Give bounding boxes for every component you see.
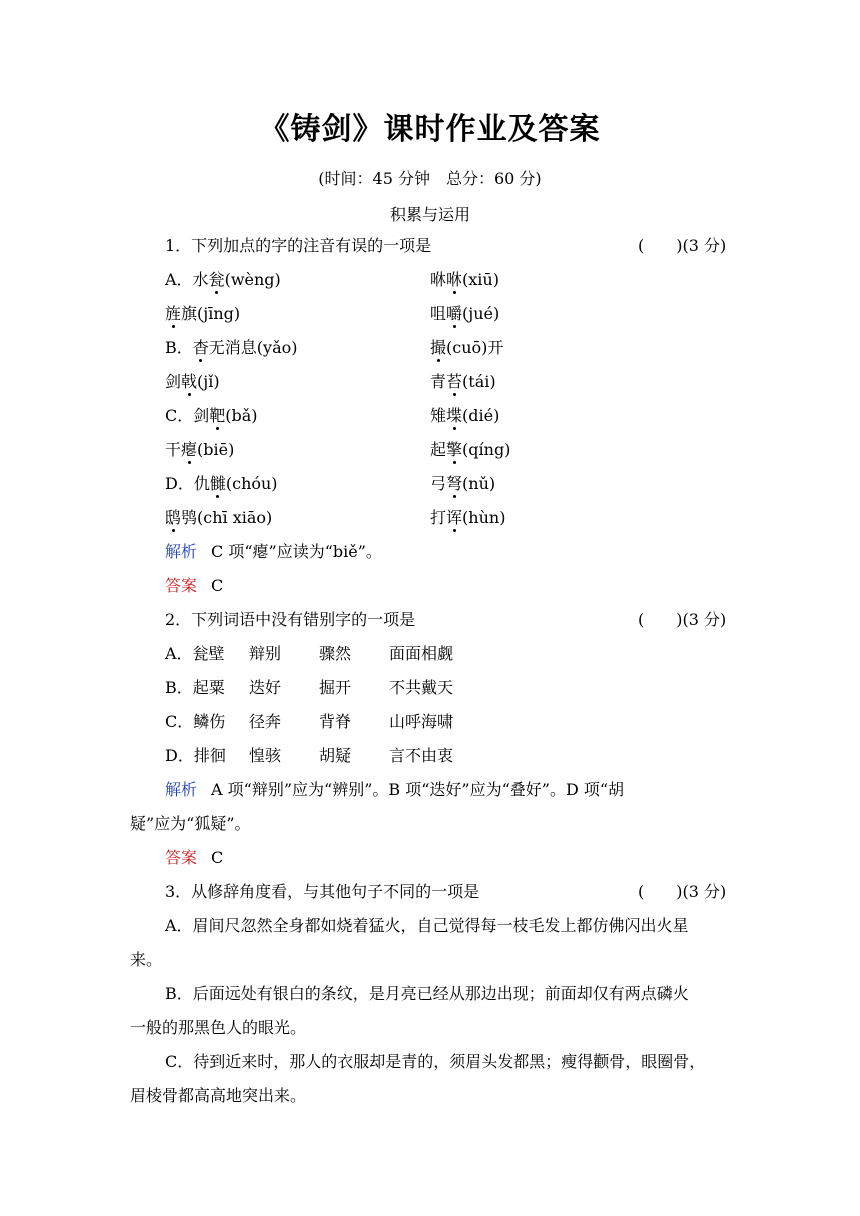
q1-option-d3: 鸱鸮(chī xiāo): [165, 508, 273, 527]
page-title: 《铸剑》课时作业及答案: [259, 112, 601, 147]
q1-score: ( )(3 分): [638, 236, 727, 255]
q1-option-c1: C．剑靶(bǎ): [165, 406, 258, 425]
q1-option-b4: 青苔(tái): [430, 372, 496, 391]
q2-explanation: 解析 A 项“辩别”应为“辨别”。B 项“迭好”应为“叠好”。D 项“胡: [165, 780, 625, 799]
q1-option-a1: A．水瓮(wèng): [165, 270, 281, 289]
q1-stem: 1．下列加点的字的注音有误的一项是: [165, 236, 432, 255]
q1-option-d1: D．仇雠(chóu): [165, 474, 278, 493]
q2-stem: 2．下列词语中没有错别字的一项是: [165, 610, 416, 629]
q2-option-b: B．起粟 迭好 掘开 不共戴天: [165, 678, 454, 697]
explanation-label: 解析: [165, 780, 198, 799]
q2-explanation-cont: 疑”应为“狐疑”。: [130, 814, 251, 833]
exam-info: (时间：45 分钟 总分：60 分): [318, 169, 542, 188]
q2-option-a: A．瓮壁 辩别 骤然 面面相觑: [165, 644, 454, 663]
q3-option-b-line2: 一般的那黑色人的眼光。: [130, 1018, 307, 1037]
q1-option-c4: 起擎(qíng): [430, 440, 511, 459]
q1-option-c2: 雉堞(dié): [430, 406, 500, 425]
q3-option-c-line1: C．待到近来时，那人的衣服却是青的，须眉头发都黑；瘦得颧骨，眼圈骨，: [165, 1052, 706, 1071]
q1-option-a4: 咀嚼(jué): [430, 304, 500, 323]
answer-label: 答案: [165, 848, 198, 867]
q3-stem: 3．从修辞角度看，与其他句子不同的一项是: [165, 882, 480, 901]
q3-option-b-line1: B．后面远处有银白的条纹，是月亮已经从那边出现；前面却仅有两点磷火: [165, 984, 689, 1003]
q2-option-d: D．排徊 惶骇 胡疑 言不由衷: [165, 746, 454, 765]
q1-option-c3: 干瘪(biē): [165, 440, 235, 459]
q2-score: ( )(3 分): [638, 610, 727, 629]
q3-option-a-line1: A．眉间尺忽然全身都如烧着猛火，自己觉得每一枝毛发上都仿佛闪出火星: [165, 916, 689, 935]
q1-option-a2: 咻咻(xiū): [430, 270, 499, 289]
q2-option-c: C．鳞伤 径奔 背脊 山呼海啸: [165, 712, 454, 731]
q2-answer: 答案 C: [165, 848, 224, 867]
section-heading: 积累与运用: [389, 205, 470, 224]
q3-score: ( )(3 分): [638, 882, 727, 901]
explanation-label: 解析: [165, 542, 198, 561]
q1-option-d4: 打诨(hùn): [430, 508, 506, 527]
q1-option-b1: B．杳无消息(yǎo): [165, 338, 298, 357]
q1-option-d2: 弓弩(nǔ): [430, 474, 496, 493]
q3-option-c-line2: 眉棱骨都高高地突出来。: [130, 1086, 307, 1105]
q1-option-b3: 剑戟(jǐ): [165, 372, 220, 391]
q3-option-a-line2: 来。: [130, 950, 163, 969]
answer-label: 答案: [165, 576, 198, 595]
q1-explanation: 解析 C 项“瘪”应读为“biě”。: [165, 542, 382, 561]
q1-answer: 答案 C: [165, 576, 224, 595]
q1-option-b2: 撮(cuō)开: [430, 338, 504, 357]
q1-option-a3: 旌旗(jīng): [165, 304, 241, 323]
